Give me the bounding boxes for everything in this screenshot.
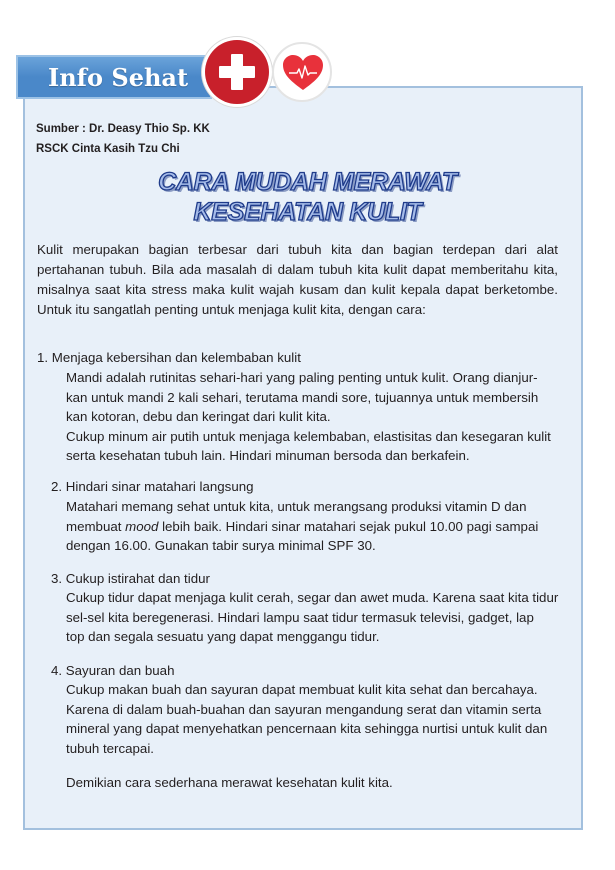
source-institution: RSCK Cinta Kasih Tzu Chi	[36, 143, 180, 155]
source-author: Sumber : Dr. Deasy Thio Sp. KK	[36, 123, 210, 135]
intro-paragraph: Kulit merupakan bagian terbesar dari tubuh kita dan bagian terdepan dari alat pertahanan tubuh. Bila ada masalah di dalam tubuh kita kulit dapat memberitahu kita, misalnya saat kita stress maka kulit wajah kusam dan kulit kepala dapat berketombe. Untuk itu sangatlah penting untuk menjaga kulit kita, dengan cara:	[37, 242, 558, 317]
section-3-body	[66, 588, 560, 647]
header-banner	[16, 55, 212, 99]
body-line: mineral yang dapat menyehatkan pencernaan kita sehingga nurtisi untuk kulit dan	[66, 721, 548, 736]
italic-word: mood	[125, 518, 159, 534]
body-line: dengan 16.00. Gunakan tabir surya minimal SPF 30.	[66, 538, 376, 553]
body-text: lebih baik. Hindari sinar matahari sejak pukul 10.00 pagi sampai	[158, 518, 539, 534]
section-4-body	[66, 680, 560, 758]
closing-line: Demikian cara sederhana merawat kesehatan kulit kita.	[66, 775, 393, 790]
article-title-line2: KESEHATAN KULIT	[193, 198, 422, 226]
section-4-heading: 4. Sayuran dan buah	[51, 663, 175, 678]
heart-pulse-icon	[272, 42, 332, 102]
body-line: serta kesehatan tubuh lain. Hindari minuman bersoda dan berkafein.	[66, 448, 470, 463]
source-info	[36, 119, 210, 159]
section-1-body	[66, 368, 560, 466]
body-line: sel-sel kita beregenerasi. Hindari lampu saat tidur termasuk televisi, gadget, lap	[66, 609, 534, 625]
body-line	[66, 517, 560, 537]
body-line: top dan segala sesuatu yang dapat menggangu tidur.	[66, 629, 380, 644]
body-line: kan kotoran, debu dan keringat dari kulit kita.	[66, 409, 331, 424]
section-2-body	[66, 497, 560, 556]
body-line: kan untuk mandi 2 kali sehari, terutama mandi sore, tujuannya untuk membersih	[66, 389, 539, 405]
section-2-heading: 2. Hindari sinar matahari langsung	[51, 479, 254, 494]
body-line: Matahari memang sehat untuk kita, untuk merangsang produksi vitamin D dan	[66, 499, 527, 514]
section-3-heading: 3. Cukup istirahat dan tidur	[51, 571, 210, 586]
medical-cross-icon	[205, 40, 269, 104]
article-title-line1: CARA MUDAH MERAWAT	[158, 168, 457, 196]
section-1-heading: 1. Menjaga kebersihan dan kelembaban kulit	[37, 350, 301, 365]
body-line: Cukup tidur dapat menjaga kulit cerah, segar dan awet muda. Karena saat kita tidur	[66, 590, 559, 605]
body-line: Cukup makan buah dan sayuran dapat membuat kulit kita sehat dan bercahaya.	[66, 682, 538, 697]
body-line: Cukup minum air putih untuk menjaga kelembaban, elastisitas dan kesegaran kulit	[66, 428, 551, 444]
body-line: tubuh tercapai.	[66, 740, 154, 756]
body-line: Mandi adalah rutinitas sehari-hari yang paling penting untuk kulit. Orang dianjur-	[66, 370, 538, 385]
body-text: membuat	[66, 518, 126, 534]
body-line: Karena di dalam buah-buahan dan sayuran mengandung serat dan vitamin serta	[66, 701, 542, 717]
header-title: Info Sehat	[48, 63, 189, 92]
